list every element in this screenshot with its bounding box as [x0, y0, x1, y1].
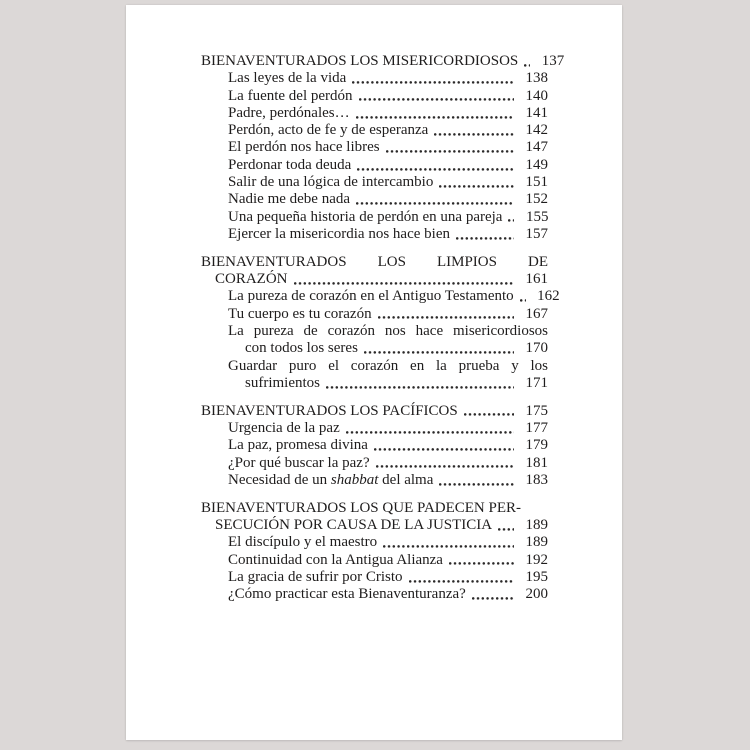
- toc-entry-title: Continuidad con la Antigua Alianza: [228, 551, 443, 568]
- dot-leader: [359, 98, 514, 101]
- toc-item: [201, 358, 548, 393]
- dot-leader: [498, 528, 514, 531]
- toc-entry-title: Las leyes de la vida: [228, 70, 347, 87]
- page-number: 161: [525, 271, 548, 288]
- toc-entry-line: Guardar puro el corazón en la prueba y los: [228, 357, 548, 374]
- toc-entry-title: BIENAVENTURADOS LOS MISERICORDIOSOS: [201, 53, 519, 69]
- dot-leader: [439, 185, 514, 188]
- toc-entry-title: [228, 472, 433, 489]
- toc-entry-lastline: [201, 122, 548, 139]
- dot-leader: [352, 81, 514, 84]
- page-number: 162: [537, 288, 560, 305]
- toc-entry-title: sufrimientos: [245, 374, 320, 391]
- dot-leader: [383, 545, 514, 548]
- toc-entry-lastline: [201, 226, 548, 243]
- toc-heading: [201, 53, 565, 70]
- toc-section: [201, 53, 565, 243]
- page-number: 171: [525, 374, 548, 391]
- toc-entry-lastline: [201, 105, 548, 122]
- page-number: 149: [525, 156, 548, 173]
- toc-item: [201, 323, 548, 358]
- dot-leader: [356, 202, 514, 205]
- toc-entry-lastline: [201, 288, 560, 305]
- page-number: 179: [525, 437, 548, 454]
- dot-leader: [364, 351, 514, 354]
- dot-leader: [356, 116, 514, 119]
- toc-item: [201, 455, 548, 472]
- toc-entry-title: La fuente del perdón: [228, 87, 353, 104]
- toc-entry-title: Ejercer la misericordia nos hace bien: [228, 225, 450, 242]
- page-number: 183: [525, 471, 548, 488]
- page-number: 152: [525, 191, 548, 208]
- page-number: 189: [525, 534, 548, 551]
- toc-entry-title: Tu cuerpo es tu corazón: [228, 305, 372, 322]
- page-number: 138: [525, 70, 548, 87]
- toc-item: [201, 437, 548, 454]
- dot-leader: [449, 562, 514, 565]
- page-number: 181: [525, 454, 548, 471]
- toc-entry-title: CORAZÓN: [215, 271, 288, 288]
- toc-entry-title: La paz, promesa divina: [228, 437, 368, 454]
- toc-entry-title: Nadie me debe nada: [228, 191, 351, 208]
- toc-entry-lastline: [201, 53, 565, 70]
- toc-entry-lastline: [201, 209, 548, 226]
- page-number: 167: [525, 305, 548, 322]
- toc-entry-title: El perdón nos hace libres: [228, 139, 380, 156]
- toc-entry-lastline: [201, 306, 548, 323]
- dot-leader: [439, 483, 514, 486]
- toc-item: [201, 191, 548, 208]
- toc-entry-lastline: [201, 340, 548, 357]
- toc-item: [201, 70, 548, 87]
- toc-item: [201, 306, 548, 323]
- table-of-contents: [201, 53, 565, 603]
- dot-leader: [294, 282, 514, 285]
- toc-item: [201, 139, 548, 156]
- page-number: 142: [525, 122, 548, 139]
- toc-entry-lastline: [201, 552, 548, 569]
- dot-leader: [357, 168, 514, 171]
- toc-entry-lastline: [201, 403, 548, 420]
- toc-entry-line: BIENAVENTURADOS LOS QUE PADECEN PER-: [201, 499, 522, 516]
- dot-leader: [326, 386, 514, 389]
- dot-leader: [520, 299, 526, 302]
- toc-item: [201, 569, 548, 586]
- toc-item: [201, 226, 548, 243]
- page-number: 200: [525, 586, 548, 603]
- dot-leader: [374, 448, 514, 451]
- dot-leader: [376, 465, 514, 468]
- toc-entry-lastline: [201, 437, 548, 454]
- title-segment-italic: shabbat: [330, 471, 379, 488]
- toc-entry-title: con todos los seres: [245, 340, 358, 357]
- toc-entry-lastline: [201, 375, 548, 392]
- toc-entry-lastline: [201, 70, 548, 87]
- toc-item: [201, 209, 548, 226]
- toc-entry-title: ¿Cómo practicar esta Bienaventuranza?: [228, 586, 466, 603]
- toc-item: [201, 420, 548, 437]
- toc-item: [201, 157, 548, 174]
- page-number: 170: [525, 340, 548, 357]
- dot-leader: [434, 133, 514, 136]
- page-number: 192: [525, 551, 548, 568]
- toc-section: [201, 500, 548, 604]
- toc-entry-lastline: [201, 88, 548, 105]
- page-number: 151: [525, 174, 548, 191]
- toc-entry-title: El discípulo y el maestro: [228, 534, 378, 551]
- toc-entry-lastline: [201, 517, 548, 534]
- toc-entry-lastline: [201, 586, 548, 603]
- toc-entry-lastline: [201, 139, 548, 156]
- page-number: 195: [525, 568, 548, 585]
- page-number: 177: [525, 419, 548, 436]
- toc-section: [201, 253, 560, 392]
- dot-leader: [346, 431, 514, 434]
- toc-entry-title: BIENAVENTURADOS LOS PACÍFICOS: [201, 402, 458, 419]
- toc-entry-title: Una pequeña historia de perdón en una pareja: [228, 208, 503, 225]
- toc-entry-lastline: [201, 420, 548, 437]
- toc-item: [201, 472, 548, 489]
- page-number: 137: [541, 53, 565, 69]
- page-number: 189: [525, 516, 548, 533]
- dot-leader: [464, 413, 514, 416]
- page-number: 157: [525, 225, 548, 242]
- toc-section: [201, 403, 548, 489]
- title-segment: del alma: [378, 471, 434, 488]
- toc-entry-lastline: [201, 157, 548, 174]
- toc-item: [201, 105, 548, 122]
- toc-entry-line: BIENAVENTURADOS LOS LIMPIOS DE: [201, 253, 548, 270]
- toc-entry-title: Perdonar toda deuda: [228, 156, 352, 173]
- toc-item: [201, 88, 548, 105]
- toc-item: [201, 288, 560, 305]
- toc-item: [201, 534, 548, 551]
- page-number: 155: [525, 208, 549, 225]
- toc-entry-lastline: [201, 174, 548, 191]
- toc-entry-lastline: [201, 271, 548, 288]
- toc-entry-title: La pureza de corazón en el Antiguo Testamento: [228, 288, 514, 305]
- dot-leader: [524, 64, 530, 67]
- dot-leader: [456, 237, 514, 240]
- dot-leader: [472, 597, 514, 600]
- toc-entry-line: La pureza de corazón nos hace misericordiosos: [228, 322, 548, 339]
- page-number: 147: [525, 139, 548, 156]
- page-number: 175: [525, 402, 548, 419]
- toc-entry-lastline: [201, 191, 548, 208]
- book-page: [126, 5, 622, 740]
- toc-heading: [201, 254, 548, 289]
- toc-heading: [201, 403, 548, 420]
- toc-item: [201, 122, 548, 139]
- toc-entry-title: Perdón, acto de fe y de esperanza: [228, 122, 429, 139]
- toc-entry-title: La gracia de sufrir por Cristo: [228, 568, 403, 585]
- toc-entry-title: SECUCIÓN POR CAUSA DE LA JUSTICIA: [215, 516, 493, 533]
- toc-entry-lastline: [201, 569, 548, 586]
- toc-entry-lastline: [201, 534, 548, 551]
- dot-leader: [409, 580, 514, 583]
- dot-leader: [508, 219, 514, 222]
- title-segment: Necesidad de un: [228, 471, 331, 488]
- toc-item: [201, 586, 548, 603]
- toc-entry-title: Salir de una lógica de intercambio: [228, 174, 434, 191]
- toc-entry-title: ¿Por qué buscar la paz?: [228, 454, 370, 471]
- toc-item: [201, 174, 548, 191]
- toc-item: [201, 552, 548, 569]
- toc-entry-title: Padre, perdónales…: [228, 104, 350, 121]
- toc-entry-title: Urgencia de la paz: [228, 419, 340, 436]
- dot-leader: [386, 150, 514, 153]
- toc-heading: [201, 500, 548, 535]
- page-number: 140: [525, 87, 548, 104]
- toc-entry-lastline: [201, 472, 548, 489]
- page-number: 141: [525, 104, 548, 121]
- toc-entry-lastline: [201, 455, 548, 472]
- dot-leader: [378, 316, 514, 319]
